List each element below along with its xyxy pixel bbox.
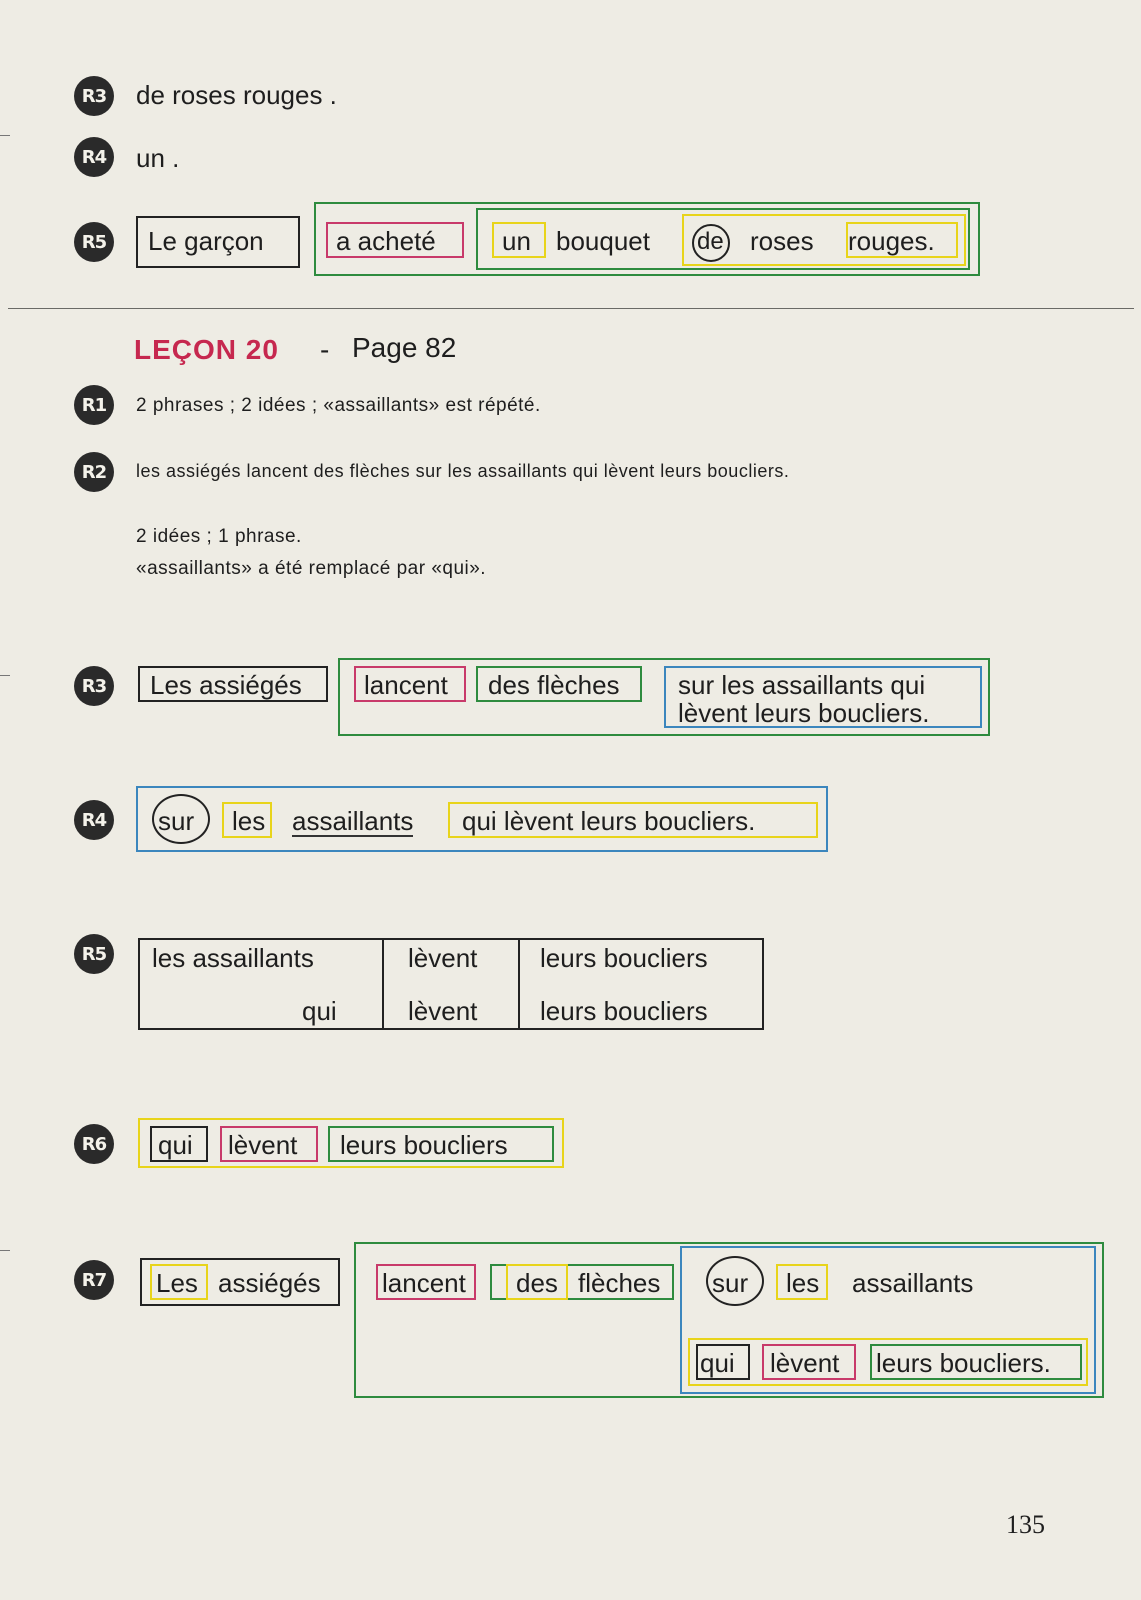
r4-top-text: un . — [136, 143, 180, 173]
word: de — [697, 228, 724, 255]
title-dash: - — [320, 334, 330, 365]
page-number: 135 — [1006, 1510, 1045, 1539]
edge-mark — [0, 135, 10, 136]
r2-line3: «assaillants» a été remplacé par «qui». — [136, 558, 487, 579]
word: sur les assaillants qui — [678, 670, 926, 700]
badge-r3: R3 — [74, 666, 114, 706]
word: Le garçon — [148, 226, 264, 256]
word: leurs boucliers — [340, 1130, 508, 1160]
badge-r3-top: R3 — [74, 76, 114, 116]
word: les — [786, 1268, 820, 1298]
word: lèvent leurs boucliers. — [678, 698, 930, 728]
word: lèvent — [770, 1348, 840, 1378]
r1-text: 2 phrases ; 2 idées ; «assaillants» est répété. — [136, 395, 541, 416]
word: qui — [158, 1130, 193, 1160]
badge-r5-top: R5 — [74, 222, 114, 262]
word: des — [516, 1268, 558, 1298]
badge-r2: R2 — [74, 452, 114, 492]
word: sur — [712, 1268, 749, 1298]
badge-r4: R4 — [74, 800, 114, 840]
badge-r4-top: R4 — [74, 137, 114, 177]
table-cell: leurs boucliers — [540, 943, 708, 973]
section-divider — [8, 308, 1134, 309]
word: bouquet — [556, 226, 650, 256]
column-divider — [518, 938, 520, 1030]
word: lèvent — [228, 1130, 298, 1160]
word: flèches — [578, 1268, 661, 1298]
badge-r5: R5 — [74, 934, 114, 974]
lesson-title: LEÇON 20 — [134, 334, 279, 365]
edge-mark — [0, 1250, 10, 1251]
table-cell: qui — [302, 996, 337, 1026]
word: assiégés — [218, 1268, 321, 1298]
table-cell: lèvent — [408, 943, 478, 973]
edge-mark — [0, 675, 10, 676]
r3-top-text: de roses rouges . — [136, 80, 337, 110]
noun-underlined: assaillants — [292, 806, 414, 836]
word: des flèches — [488, 670, 620, 700]
word: leurs boucliers. — [876, 1348, 1051, 1378]
word: Les assiégés — [150, 670, 302, 700]
r2-line1: les assiégés lancent des flèches sur les assaillants qui lèvent leurs boucliers. — [136, 461, 790, 481]
r2-line2: 2 idées ; 1 phrase. — [136, 526, 302, 547]
table-cell: leurs boucliers — [540, 996, 708, 1026]
word: Les — [156, 1268, 198, 1298]
badge-r1: R1 — [74, 385, 114, 425]
word: les — [232, 806, 266, 836]
badge-r6: R6 — [74, 1124, 114, 1164]
word: lancent — [364, 670, 448, 700]
word: qui lèvent leurs boucliers. — [462, 806, 756, 836]
word: sur — [158, 806, 195, 836]
badge-r7: R7 — [74, 1260, 114, 1300]
word: roses — [750, 226, 814, 256]
table-cell: lèvent — [408, 996, 478, 1026]
table-cell: les assaillants — [152, 943, 314, 973]
word: a acheté — [336, 226, 436, 256]
word: un — [502, 226, 531, 256]
lesson-page: Page 82 — [352, 332, 457, 363]
word: assaillants — [852, 1268, 974, 1298]
word: lancent — [382, 1268, 466, 1298]
column-divider — [382, 938, 384, 1030]
word: qui — [700, 1348, 735, 1378]
word: rouges. — [848, 226, 935, 256]
